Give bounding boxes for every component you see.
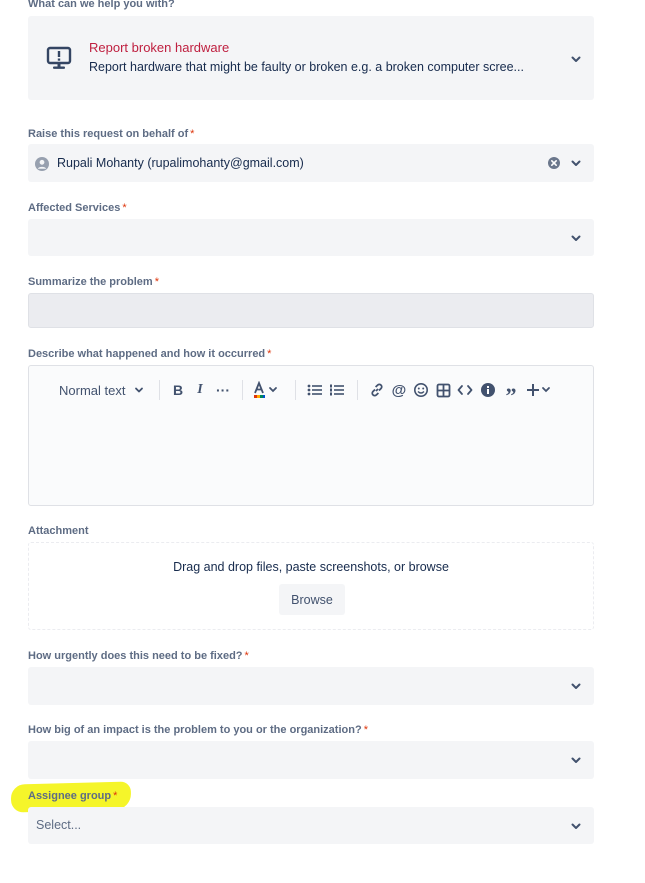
mention-icon[interactable]: @ — [391, 381, 407, 399]
emoji-icon[interactable] — [411, 380, 431, 400]
toolbar-divider — [295, 380, 296, 400]
description-label: Describe what happened and how it occurred * — [28, 348, 272, 360]
toolbar-divider — [357, 380, 358, 400]
assignee-group-placeholder: Select... — [36, 818, 82, 832]
required-mark: * — [267, 348, 272, 360]
required-mark: * — [190, 128, 195, 140]
link-icon[interactable] — [367, 380, 387, 400]
table-icon[interactable] — [433, 380, 453, 400]
request-type-description: Report hardware that might be faulty or broken e.g. a broken computer scree... — [89, 60, 524, 74]
info-icon[interactable] — [478, 380, 498, 400]
browse-button[interactable]: Browse — [279, 584, 345, 615]
on-behalf-value: Rupali Mohanty (rupalimohanty@gmail.com) — [57, 156, 304, 170]
insert-more-icon[interactable] — [525, 380, 555, 400]
request-type-title: Report broken hardware — [89, 40, 230, 55]
attachment-label: Attachment — [28, 525, 89, 537]
toolbar-divider — [242, 380, 243, 400]
request-type-selector[interactable] — [28, 16, 594, 100]
required-mark: * — [363, 724, 368, 736]
bullet-list-icon[interactable] — [305, 380, 325, 400]
affected-services-label: Affected Services * — [28, 202, 127, 214]
italic-icon[interactable]: I — [197, 382, 203, 397]
toolbar-divider — [159, 380, 160, 400]
chevron-down-icon[interactable] — [569, 819, 583, 833]
bold-icon[interactable]: B — [172, 382, 184, 398]
attachment-dropzone[interactable] — [28, 542, 594, 630]
user-avatar-icon — [35, 157, 49, 171]
text-style-dropdown[interactable] — [59, 380, 151, 400]
request-type-section-label: What can we help you with? — [28, 0, 175, 10]
required-mark: * — [154, 276, 159, 288]
text-style-label: Normal text — [59, 382, 126, 398]
chevron-down-icon[interactable] — [569, 52, 583, 66]
chevron-down-icon[interactable] — [569, 679, 583, 693]
quote-icon[interactable]: ” — [505, 383, 517, 408]
urgency-label: How urgently does this need to be fixed? * — [28, 650, 249, 662]
chevron-down-icon[interactable] — [569, 231, 583, 245]
impact-select[interactable] — [28, 741, 594, 779]
more-formatting-icon[interactable]: ··· — [216, 382, 230, 398]
on-behalf-select[interactable] — [28, 144, 594, 182]
chevron-down-icon[interactable] — [569, 753, 583, 767]
description-editor[interactable] — [28, 365, 594, 506]
chevron-down-icon — [133, 384, 145, 396]
clear-icon[interactable] — [547, 156, 561, 170]
summary-label: Summarize the problem * — [28, 276, 159, 288]
required-mark: * — [113, 790, 118, 802]
required-mark: * — [244, 650, 249, 662]
assignee-group-label: Assignee group * — [28, 790, 118, 802]
on-behalf-label: Raise this request on behalf of * — [28, 128, 195, 140]
text-color-icon[interactable] — [251, 380, 283, 400]
urgency-select[interactable] — [28, 667, 594, 705]
required-mark: * — [122, 202, 127, 214]
chevron-down-icon[interactable] — [569, 156, 583, 170]
affected-services-select[interactable] — [28, 219, 594, 256]
attachment-hint: Drag and drop files, paste screenshots, or browse — [173, 560, 449, 574]
monitor-alert-icon — [46, 45, 72, 71]
code-icon[interactable] — [455, 380, 475, 400]
summary-input[interactable] — [28, 293, 594, 328]
impact-label: How big of an impact is the problem to you or the organization? * — [28, 724, 368, 736]
assignee-group-select[interactable] — [28, 807, 594, 844]
numbered-list-icon[interactable] — [327, 380, 347, 400]
